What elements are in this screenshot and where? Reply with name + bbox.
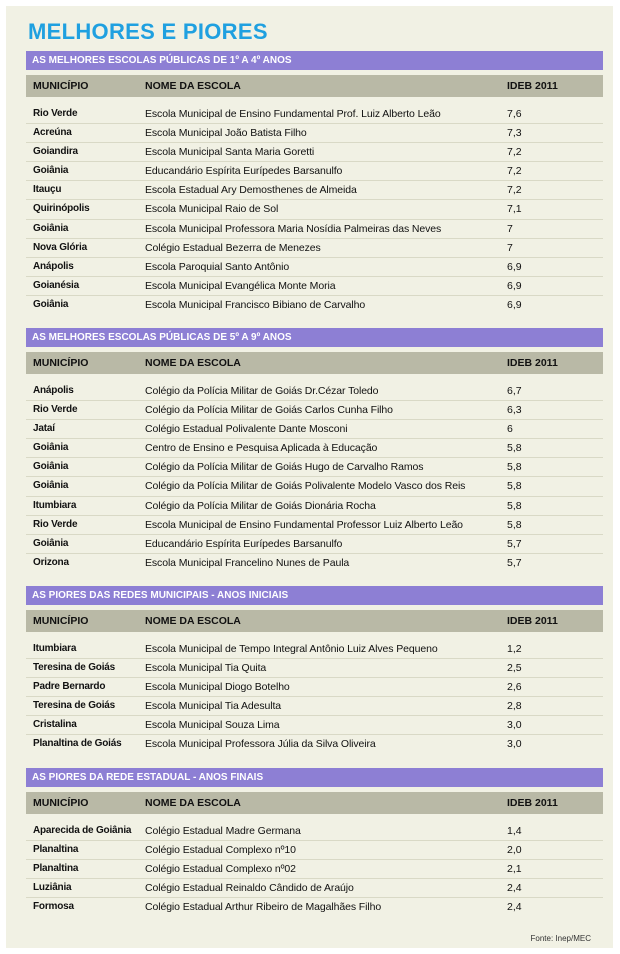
table-row xyxy=(26,124,603,143)
table-row xyxy=(26,277,603,296)
table-body xyxy=(26,822,603,917)
cell-municipio: Itumbiara xyxy=(33,643,77,654)
cell-ideb: 5,8 xyxy=(507,442,522,455)
cell-municipio: Planaltina xyxy=(33,844,79,856)
cell-ideb: 2,1 xyxy=(507,863,522,876)
cell-ideb: 6,3 xyxy=(507,404,522,417)
cell-ideb: 1,2 xyxy=(507,643,522,655)
cell-escola: Escola Municipal Francelino Nunes de Paula xyxy=(145,556,350,569)
cell-ideb: 2,5 xyxy=(507,662,522,675)
table-body xyxy=(26,382,603,573)
cell-municipio: Teresina de Goiás xyxy=(33,662,116,674)
cell-ideb: 7,2 xyxy=(507,165,522,178)
cell-municipio: Acreúna xyxy=(33,127,72,139)
table-row xyxy=(26,382,603,401)
table-row xyxy=(26,879,603,898)
column-header-row xyxy=(26,792,603,814)
cell-escola: Educandário Espírita Eurípedes Barsanulfo xyxy=(145,165,343,178)
cell-municipio: Jataí xyxy=(33,423,55,435)
column-header-municipio: MUNICÍPIO xyxy=(33,797,89,809)
cell-municipio: Orizona xyxy=(33,556,69,568)
cell-escola: Escola Municipal Evangélica Monte Moria xyxy=(145,279,336,292)
table-row xyxy=(26,458,603,477)
cell-ideb: 5,7 xyxy=(507,556,522,569)
cell-municipio: Goiânia xyxy=(33,480,69,492)
column-header-row xyxy=(26,610,603,632)
column-header-escola: NOME DA ESCOLA xyxy=(145,357,241,369)
table-row xyxy=(26,678,603,697)
cell-ideb: 5,8 xyxy=(507,518,522,531)
cell-ideb: 7,1 xyxy=(507,203,522,216)
cell-ideb: 5,8 xyxy=(507,499,522,512)
column-header-ideb: IDEB 2011 xyxy=(507,357,558,369)
table-row xyxy=(26,220,603,239)
column-header-municipio: MUNICÍPIO xyxy=(33,615,89,627)
cell-municipio: Planaltina xyxy=(33,863,79,875)
cell-municipio: Goiânia xyxy=(33,222,69,234)
cell-municipio: Rio Verde xyxy=(33,108,78,119)
cell-municipio: Nova Glória xyxy=(33,241,87,253)
cell-escola: Colégio Estadual Arthur Ribeiro de Magalhães Filho xyxy=(145,901,382,914)
cell-escola: Escola Municipal Tia Quita xyxy=(145,662,267,675)
cell-municipio: Padre Bernardo xyxy=(33,681,106,693)
column-header-municipio: MUNICÍPIO xyxy=(33,357,89,369)
cell-ideb: 3,0 xyxy=(507,738,522,751)
cell-ideb: 5,8 xyxy=(507,480,522,493)
table-row xyxy=(26,735,603,754)
cell-municipio: Itauçu xyxy=(33,184,62,196)
cell-ideb: 5,7 xyxy=(507,537,522,550)
table-row xyxy=(26,401,603,420)
table-row xyxy=(26,143,603,162)
table-row xyxy=(26,477,603,496)
cell-ideb: 6 xyxy=(507,423,513,436)
cell-escola: Escola Municipal Santa Maria Goretti xyxy=(145,146,315,159)
table-row xyxy=(26,697,603,716)
table-row xyxy=(26,162,603,181)
section-heading: AS PIORES DA REDE ESTADUAL - ANOS FINAIS xyxy=(26,768,603,787)
table-row xyxy=(26,898,603,917)
table-row xyxy=(26,822,603,841)
column-header-row xyxy=(26,75,603,97)
table-row xyxy=(26,716,603,735)
table-row xyxy=(26,554,603,573)
column-header-ideb: IDEB 2011 xyxy=(507,797,558,809)
cell-municipio: Goiânia xyxy=(33,537,69,549)
column-header-escola: NOME DA ESCOLA xyxy=(145,615,241,627)
column-header-row xyxy=(26,352,603,374)
cell-escola: Colégio Estadual Bezerra de Menezes xyxy=(145,241,321,254)
section-worst-state xyxy=(26,768,603,917)
source-note: Fonte: Inep/MEC xyxy=(530,934,591,943)
table-row xyxy=(26,239,603,258)
cell-ideb: 2,6 xyxy=(507,681,522,694)
column-header-ideb: IDEB 2011 xyxy=(507,615,558,627)
cell-ideb: 5,8 xyxy=(507,461,522,474)
cell-escola: Escola Municipal Raio de Sol xyxy=(145,203,279,216)
cell-ideb: 2,4 xyxy=(507,901,522,914)
cell-municipio: Goiânia xyxy=(33,298,69,310)
table-row xyxy=(26,258,603,277)
column-header-ideb: IDEB 2011 xyxy=(507,80,558,92)
cell-escola: Colégio da Polícia Militar de Goiás Dr.Cézar Toledo xyxy=(145,385,379,397)
cell-escola: Colégio da Polícia Militar de Goiás Hugo de Carvalho Ramos xyxy=(145,461,424,474)
cell-municipio: Teresina de Goiás xyxy=(33,700,116,712)
section-best-5-9 xyxy=(26,328,603,573)
cell-municipio: Anápolis xyxy=(33,260,74,272)
cell-municipio: Goiânia xyxy=(33,461,69,473)
cell-municipio: Aparecida de Goiânia xyxy=(33,825,132,836)
table-row xyxy=(26,200,603,219)
cell-municipio: Planaltina de Goiás xyxy=(33,738,122,750)
cell-escola: Escola Municipal de Ensino Fundamental Professor Luiz Alberto Leão xyxy=(145,518,463,531)
cell-escola: Colégio Estadual Complexo nº10 xyxy=(145,844,296,857)
table-row xyxy=(26,497,603,516)
table-row xyxy=(26,105,603,124)
cell-escola: Educandário Espírita Eurípedes Barsanulfo xyxy=(145,537,343,550)
cell-escola: Escola Municipal Professora Júlia da Silva Oliveira xyxy=(145,738,376,751)
table-row xyxy=(26,439,603,458)
cell-escola: Colégio da Polícia Militar de Goiás Carlos Cunha Filho xyxy=(145,404,393,417)
cell-ideb: 2,4 xyxy=(507,882,522,895)
table-row xyxy=(26,841,603,860)
cell-escola: Escola Municipal Souza Lima xyxy=(145,719,280,732)
table-row xyxy=(26,181,603,200)
cell-escola: Colégio da Polícia Militar de Goiás Dionária Rocha xyxy=(145,499,376,512)
table-row xyxy=(26,420,603,439)
table-row xyxy=(26,516,603,535)
cell-municipio: Goiânia xyxy=(33,165,69,177)
column-header-escola: NOME DA ESCOLA xyxy=(145,80,241,92)
cell-ideb: 3,0 xyxy=(507,719,522,732)
section-best-1-4 xyxy=(26,51,603,315)
cell-municipio: Rio Verde xyxy=(33,404,78,416)
cell-escola: Escola Estadual Ary Demosthenes de Almeida xyxy=(145,184,357,197)
cell-municipio: Itumbiara xyxy=(33,499,77,511)
cell-ideb: 7,6 xyxy=(507,108,522,120)
cell-ideb: 6,9 xyxy=(507,298,522,311)
table-body xyxy=(26,105,603,315)
column-header-escola: NOME DA ESCOLA xyxy=(145,797,241,809)
cell-escola: Escola Municipal João Batista Filho xyxy=(145,127,307,140)
cell-escola: Escola Municipal Tia Adesulta xyxy=(145,700,282,713)
cell-municipio: Formosa xyxy=(33,901,74,913)
cell-escola: Escola Municipal de Ensino Fundamental Prof. Luiz Alberto Leão xyxy=(145,108,441,120)
cell-ideb: 2,0 xyxy=(507,844,522,857)
column-header-municipio: MUNICÍPIO xyxy=(33,80,89,92)
cell-escola: Colégio Estadual Complexo nº02 xyxy=(145,863,296,876)
cell-escola: Colégio Estadual Reinaldo Cândido de Araújo xyxy=(145,882,354,895)
cell-escola: Escola Municipal Professora Maria Nosídia Palmeiras das Neves xyxy=(145,222,442,235)
cell-ideb: 2,8 xyxy=(507,700,522,713)
cell-ideb: 7,3 xyxy=(507,127,522,140)
cell-escola: Colégio Estadual Madre Germana xyxy=(145,825,301,837)
table-row xyxy=(26,296,603,315)
infographic-panel xyxy=(6,6,613,948)
cell-escola: Escola Paroquial Santo Antônio xyxy=(145,260,290,273)
section-worst-municipal xyxy=(26,586,603,755)
cell-municipio: Goiânia xyxy=(33,442,69,454)
table-row xyxy=(26,659,603,678)
cell-escola: Colégio da Polícia Militar de Goiás Polivalente Modelo Vasco dos Reis xyxy=(145,480,466,493)
cell-ideb: 6,9 xyxy=(507,279,522,292)
cell-ideb: 6,9 xyxy=(507,260,522,273)
table-body xyxy=(26,640,603,755)
cell-municipio: Luziânia xyxy=(33,882,72,894)
cell-ideb: 6,7 xyxy=(507,385,522,397)
cell-escola: Escola Municipal Diogo Botelho xyxy=(145,681,290,694)
cell-escola: Centro de Ensino e Pesquisa Aplicada à Educação xyxy=(145,442,378,455)
cell-municipio: Cristalina xyxy=(33,719,77,731)
section-heading: AS PIORES DAS REDES MUNICIPAIS - ANOS INICIAIS xyxy=(26,586,603,605)
cell-escola: Colégio Estadual Polivalente Dante Mosconi xyxy=(145,423,348,436)
cell-escola: Escola Municipal de Tempo Integral Antônio Luiz Alves Pequeno xyxy=(145,643,438,655)
cell-ideb: 1,4 xyxy=(507,825,522,837)
cell-municipio: Goianésia xyxy=(33,279,79,291)
section-heading: AS MELHORES ESCOLAS PÚBLICAS DE 5º A 9º ANOS xyxy=(26,328,603,347)
section-heading: AS MELHORES ESCOLAS PÚBLICAS DE 1º A 4º ANOS xyxy=(26,51,603,70)
table-row xyxy=(26,860,603,879)
cell-ideb: 7 xyxy=(507,241,513,254)
cell-municipio: Anápolis xyxy=(33,385,74,396)
table-row xyxy=(26,535,603,554)
page-title: MELHORES E PIORES xyxy=(28,19,268,44)
cell-ideb: 7,2 xyxy=(507,184,522,197)
cell-ideb: 7,2 xyxy=(507,146,522,159)
table-row xyxy=(26,640,603,659)
cell-municipio: Goiandira xyxy=(33,146,78,158)
cell-municipio: Rio Verde xyxy=(33,518,78,530)
cell-municipio: Quirinópolis xyxy=(33,203,90,215)
cell-ideb: 7 xyxy=(507,222,513,235)
cell-escola: Escola Municipal Francisco Bibiano de Carvalho xyxy=(145,298,366,311)
